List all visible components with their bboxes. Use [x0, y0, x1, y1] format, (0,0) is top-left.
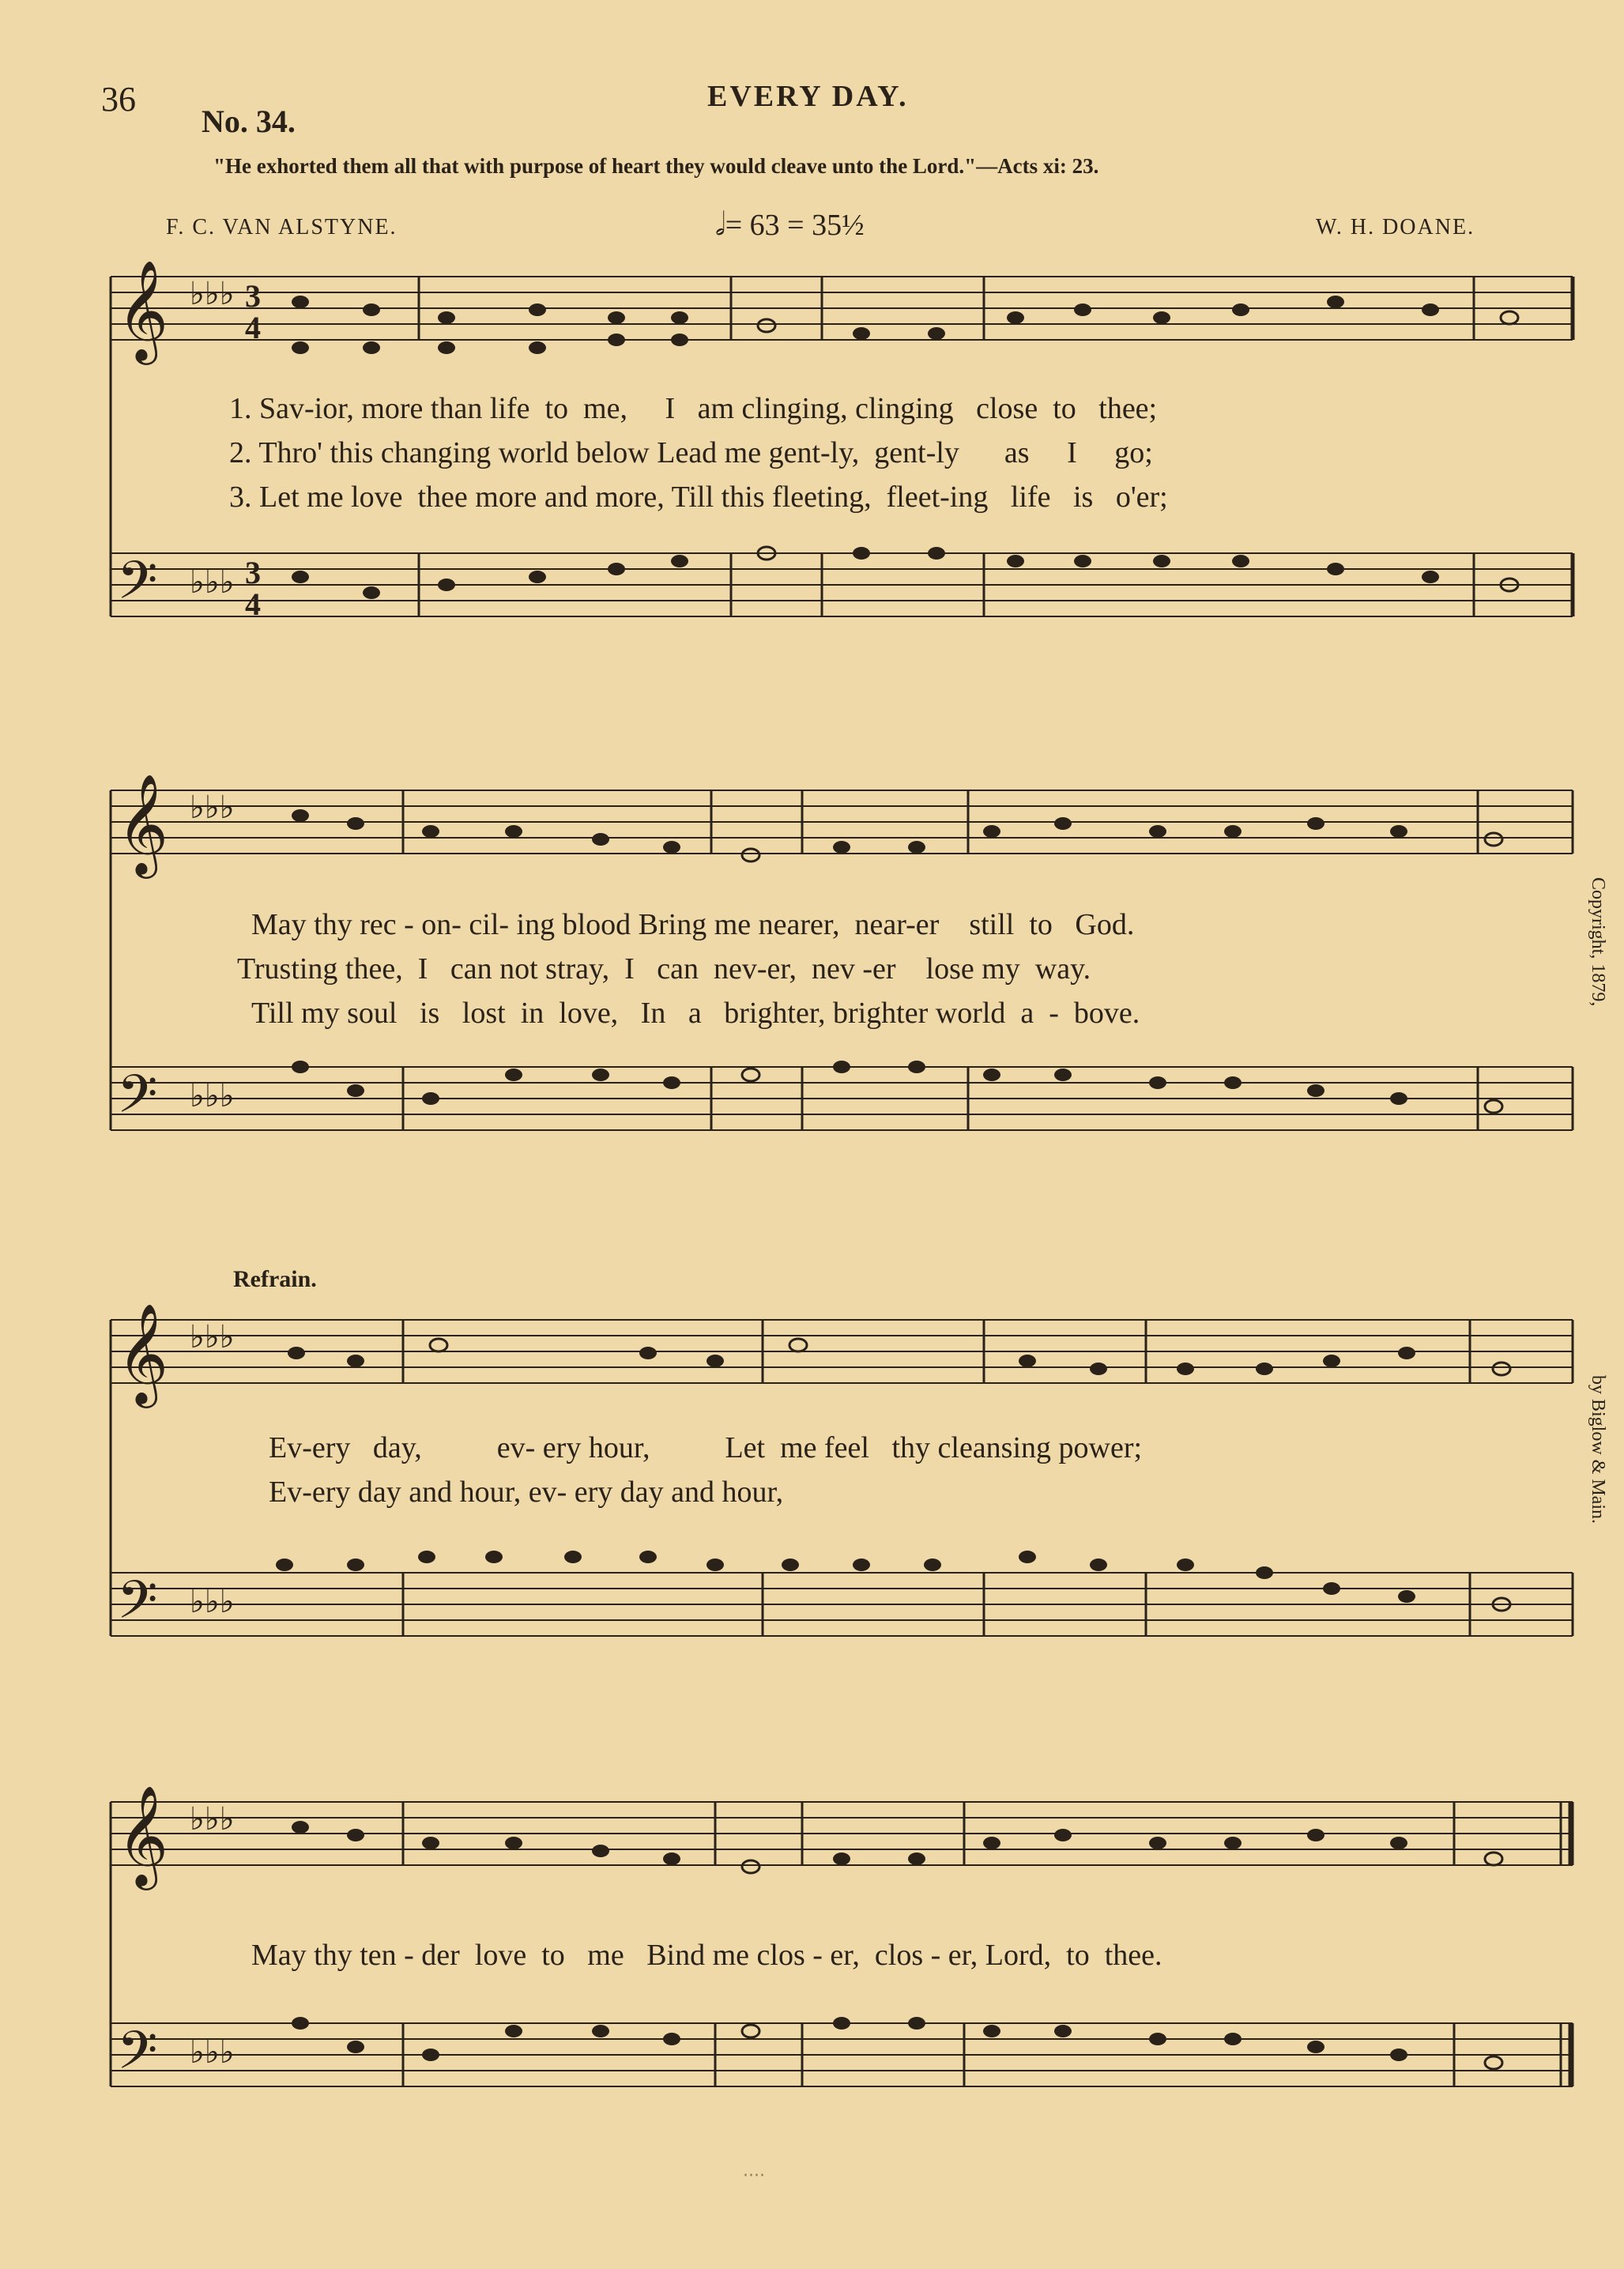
lyric-line-6: Till my soul is lost in love, In a brighter, brighter world a - bove. [251, 997, 1140, 1030]
lyric-line-4: May thy rec - on- cil- ing blood Bring me nearer, near-er still to God. [251, 908, 1135, 941]
flat-icon: ♭♭♭ [190, 1319, 235, 1355]
publisher-note: by Biglow & Main. [1588, 1375, 1608, 1525]
treble-clef-icon: 𝄞 [117, 1788, 169, 1884]
lyric-line-9: May thy ten - der love to me Bind me clos - er, clos - er, Lord, to thee. [251, 1939, 1162, 1972]
composer-credit: W. H. DOANE. [1316, 215, 1475, 239]
flat-icon: ♭♭♭ [190, 1584, 235, 1619]
bass-clef-icon: 𝄢 [117, 1067, 158, 1136]
hymn-number: No. 34. [202, 104, 296, 139]
bass-staff [111, 553, 1573, 616]
bass-clef-icon: 𝄢 [117, 553, 158, 623]
page-number: 36 [101, 80, 136, 119]
music-system-1 [0, 261, 1624, 680]
time-signature: 4 [245, 310, 261, 345]
treble-clef-icon: 𝄞 [117, 776, 169, 873]
lyric-line-3: 3. Let me love thee more and more, Till this fleeting, fleet-ing life is o'er; [229, 481, 1168, 514]
flat-icon: ♭♭♭ [190, 276, 235, 311]
time-signature: 3 [245, 278, 261, 314]
treble-clef-icon: 𝄞 [117, 262, 169, 359]
refrain-label: Refrain. [233, 1266, 317, 1292]
lyric-line-5: Trusting thee, I can not stray, I can nev-er, nev -er lose my way. [237, 952, 1091, 986]
tempo-mark [715, 205, 865, 243]
scripture-epigraph: "He exhorted them all that with purpose of heart they would cleave unto the Lord."—Acts xi: 23. [213, 154, 1099, 178]
tempo-value: = 63 = 35½ [725, 209, 865, 242]
flat-icon: ♭♭♭ [190, 564, 235, 600]
flat-icon: ♭♭♭ [190, 2034, 235, 2070]
copyright-note: Copyright, 1879, [1588, 877, 1608, 1007]
bass-clef-icon: 𝄢 [117, 1573, 158, 1642]
time-signature: 3 [245, 555, 261, 590]
lyric-line-7: Ev-ery day, ev- ery hour, Let me feel thy cleansing power; [269, 1431, 1143, 1464]
time-signature: 4 [245, 586, 261, 622]
lyricist-credit: F. C. VAN ALSTYNE. [166, 215, 398, 239]
treble-clef-icon: 𝄞 [117, 1306, 169, 1402]
treble-staff [111, 277, 1573, 340]
lyric-line-1: 1. Sav-ior, more than life to me, I am clinging, clinging close to thee; [229, 392, 1158, 425]
flat-icon: ♭♭♭ [190, 1078, 235, 1114]
footer-smudge: ‧‧‧‧ [743, 2165, 765, 2185]
flat-icon: ♭♭♭ [190, 790, 235, 825]
half-note-icon: 𝅗𝅥 [715, 206, 725, 242]
flat-icon: ♭♭♭ [190, 1801, 235, 1837]
bass-clef-icon: 𝄢 [117, 2023, 158, 2093]
lyric-line-8: Ev-ery day and hour, ev- ery day and hour, [269, 1476, 784, 1509]
lyric-line-2: 2. Thro' this changing world below Lead me gent-ly, gent-ly as I go; [229, 436, 1153, 469]
hymn-title: EVERY DAY. [707, 80, 909, 113]
music-system-3 [0, 1304, 1624, 1699]
